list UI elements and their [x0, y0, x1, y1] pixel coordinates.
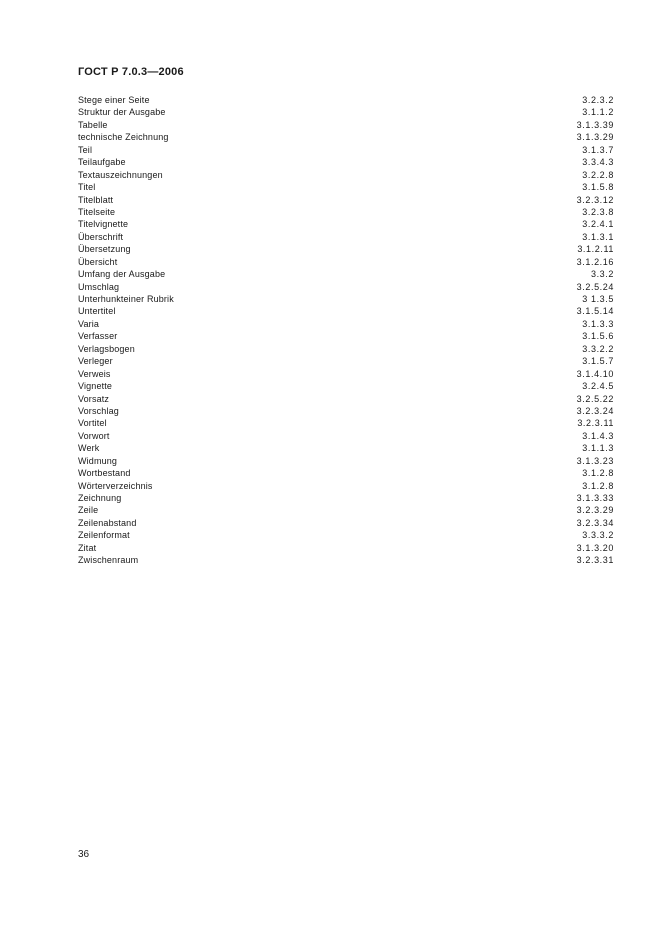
index-ref: 3.1.5.7 [582, 356, 614, 367]
index-ref: 3.1.1.3 [582, 443, 614, 454]
index-entry [78, 243, 614, 255]
index-entry [78, 417, 614, 429]
index-term: Tabelle [78, 119, 108, 130]
index-entry [78, 94, 614, 106]
index-term: Umfang der Ausgabe [78, 269, 166, 280]
index-ref: 3.1.1.2 [582, 107, 614, 118]
index-ref: 3.1.3.20 [576, 542, 614, 553]
index-term: Wortbestand [78, 468, 131, 479]
index-term: Titelblatt [78, 194, 114, 205]
index-term: Vorschlag [78, 405, 119, 416]
index-entry [78, 529, 614, 541]
index-ref: 3.1.5.6 [582, 331, 614, 342]
index-ref: 3.1.3.33 [576, 493, 614, 503]
index-entry [78, 231, 614, 243]
index-entry [78, 455, 614, 467]
index-entry [78, 206, 614, 218]
index-entry [78, 442, 614, 454]
index-ref: 3.2.3.34 [576, 517, 614, 528]
index-entry [78, 467, 614, 479]
index-term: Teilaufgabe [78, 157, 126, 168]
index-entry [78, 504, 614, 516]
index-term: Verlagsbogen [78, 343, 135, 354]
index-entry [78, 430, 614, 442]
index-ref: 3.2.5.24 [576, 281, 614, 292]
index-ref: 3.3.2.2 [582, 343, 614, 354]
index-entry [78, 194, 614, 206]
index-term: Titelseite [78, 206, 116, 217]
index-entry [78, 380, 614, 392]
index-ref: 3.1.3.3 [582, 318, 614, 329]
index-entry [78, 305, 614, 317]
index-entry [78, 156, 614, 168]
index-ref: 3.2.3.8 [582, 206, 614, 217]
index-ref: 3.3.4.3 [582, 157, 614, 168]
index-entry [78, 293, 614, 305]
index-entry [78, 480, 614, 492]
index-ref: 3.1.2.11 [577, 244, 614, 255]
index-entry [78, 218, 614, 230]
index-term: technische Zeichnung [78, 132, 169, 143]
index-term: Zeilenformat [78, 530, 130, 541]
index-term: Zeilenabstand [78, 517, 137, 528]
index-entry [78, 106, 614, 118]
index-ref: 3.2.3.24 [576, 405, 614, 416]
index-ref: 3.2.5.22 [576, 393, 614, 404]
index-term: Verleger [78, 356, 113, 367]
index-entry [78, 393, 614, 405]
index-term: Teil [78, 144, 93, 155]
index-entry [78, 330, 614, 342]
index-entry [78, 517, 614, 529]
index-term: Zitat [78, 542, 97, 553]
index-ref: 3 1.3.5 [582, 294, 614, 304]
page-number: 36 [78, 849, 90, 860]
index-ref: 3.1.4.3 [582, 430, 614, 441]
index-ref: 3.1.3.1 [582, 231, 614, 242]
index-entry [78, 268, 614, 280]
index-term: Vortitel [78, 418, 107, 429]
index-term: Stege einer Seite [78, 95, 150, 105]
index-entry [78, 343, 614, 355]
index-ref: 3.2.4.1 [582, 219, 614, 230]
index-ref: 3.1.2.16 [576, 256, 614, 267]
index-ref: 3.2.3.12 [576, 194, 614, 205]
index-term: Widmung [78, 455, 118, 466]
index-entry [78, 131, 614, 143]
index-entry [78, 169, 614, 181]
index-entry [78, 542, 614, 554]
term-index-list [78, 94, 614, 567]
index-entry [78, 492, 614, 504]
index-ref: 3.2.4.5 [582, 381, 614, 392]
index-entry [78, 144, 614, 156]
index-entry [78, 405, 614, 417]
index-term: Verweis [78, 368, 111, 379]
index-entry [78, 554, 614, 566]
index-ref: 3.1.3.29 [576, 132, 614, 143]
index-term: Titelvignette [78, 219, 129, 230]
index-ref: 3.2.2.8 [582, 169, 614, 180]
index-term: Struktur der Ausgabe [78, 107, 166, 118]
index-entry [78, 181, 614, 193]
index-entry [78, 119, 614, 131]
index-term: Zwischenraum [78, 555, 139, 566]
index-term: Titel [78, 182, 96, 193]
index-ref: 3.1.5.14 [576, 306, 614, 317]
index-term: Varia [78, 318, 100, 329]
index-ref: 3.1.3.39 [576, 119, 614, 130]
index-term: Vignette [78, 381, 113, 392]
index-term: Unterhunkteiner Rubrik [78, 294, 174, 304]
index-term: Übersicht [78, 256, 118, 267]
index-ref: 3.1.3.23 [576, 455, 614, 466]
index-ref: 3.2.3.11 [577, 418, 614, 429]
index-entry [78, 318, 614, 330]
index-ref: 3.1.5.8 [582, 182, 614, 193]
index-entry [78, 281, 614, 293]
index-term: Umschlag [78, 281, 120, 292]
index-ref: 3.1.4.10 [576, 368, 614, 379]
document-header: ГОСТ Р 7.0.3—2006 [78, 66, 184, 78]
index-ref: 3.2.3.29 [576, 505, 614, 516]
index-ref: 3.3.2 [590, 269, 614, 280]
index-term: Werk [78, 443, 100, 454]
index-entry [78, 368, 614, 380]
index-ref: 3.1.3.7 [582, 144, 614, 155]
index-term: Vorsatz [78, 393, 110, 404]
index-term: Zeichnung [78, 493, 122, 503]
index-term: Wörterverzeichnis [78, 480, 153, 491]
index-ref: 3.1.2.8 [582, 480, 614, 491]
index-ref: 3.1.2.8 [582, 468, 614, 479]
index-entry [78, 256, 614, 268]
index-ref: 3.3.3.2 [582, 530, 614, 541]
index-term: Verfasser [78, 331, 118, 342]
index-ref: 3.2.3.2 [582, 95, 614, 105]
index-term: Vorwort [78, 430, 110, 441]
index-term: Textauszeichnungen [78, 169, 163, 180]
index-ref: 3.2.3.31 [576, 555, 614, 566]
index-term: Zeile [78, 505, 99, 516]
index-term: Untertitel [78, 306, 116, 317]
index-entry [78, 355, 614, 367]
index-term: Überschrift [78, 231, 124, 242]
index-term: Übersetzung [78, 244, 131, 255]
